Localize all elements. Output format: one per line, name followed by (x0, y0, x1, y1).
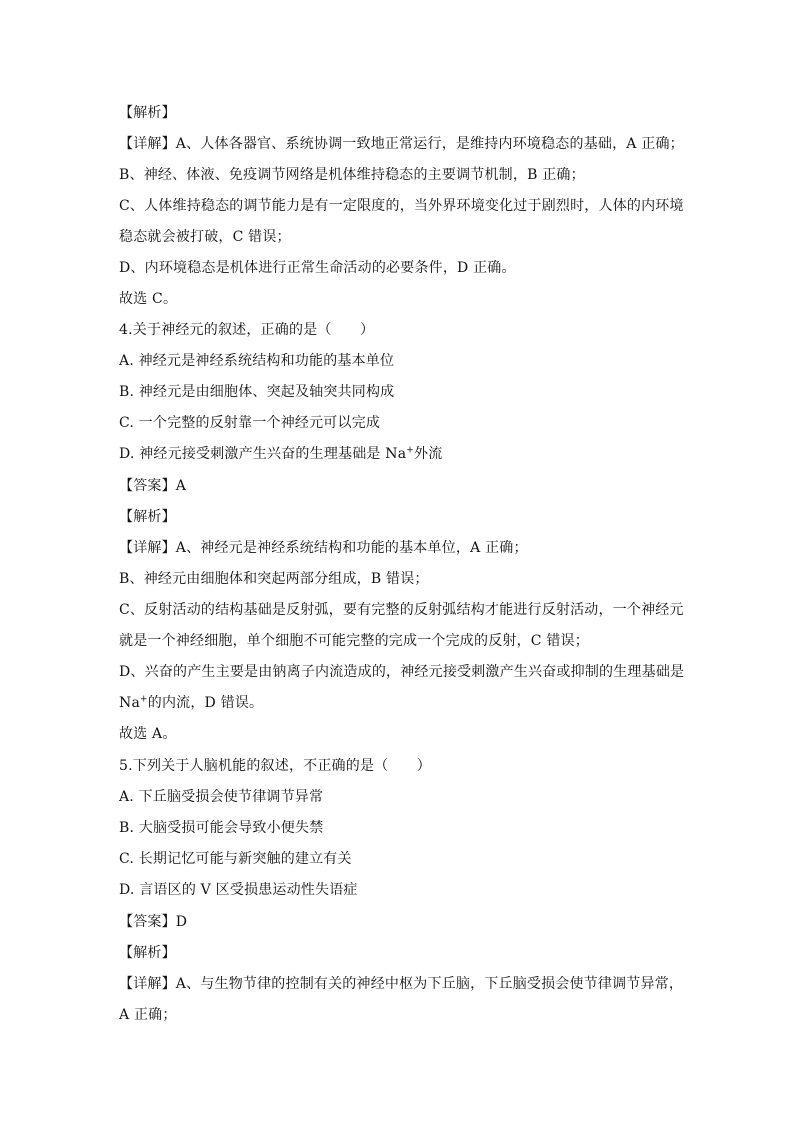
detail-paragraph: 【详解】A、与生物节律的控制有关的神经中枢为下丘脑，下丘脑受损会使节律调节异常， (119, 976, 684, 992)
question-5-option-c: C. 长期记忆可能与新突触的建立有关 (119, 851, 352, 867)
detail-paragraph: D、兴奋的产生主要是由钠离子内流造成的，神经元接受刺激产生兴奋或抑制的生理基础是 (119, 664, 685, 680)
question-4-option-a: A. 神经元是神经系统结构和功能的基本单位 (119, 353, 395, 369)
answer-choice-line: 故选 C。 (119, 291, 178, 307)
superscript-plus: + (140, 694, 148, 705)
answer-choice-line: 故选 A。 (119, 726, 177, 742)
detail-paragraph: C、人体维持稳态的调节能力是有一定限度的，当外界环境变化过于剧烈时，人体的内环境 (119, 198, 684, 214)
detail-paragraph: A 正确； (119, 1007, 177, 1023)
detail-paragraph: 【详解】A、人体各器官、系统协调一致地正常运行，是维持内环境稳态的基础，A 正确； (119, 136, 684, 152)
detail-paragraph: 稳态就会被打破，C 错误； (119, 229, 291, 245)
detail-paragraph: 就是一个神经细胞，单个细胞不可能完整的完成一个完成的反射，C 错误； (119, 633, 589, 649)
section-heading-analysis: 【解析】 (119, 105, 176, 121)
question-4-answer: 【答案】A (119, 478, 187, 494)
sodium-symbol: Na (119, 695, 140, 711)
detail-text-tail: 的内流，D 错误。 (147, 695, 264, 711)
detail-paragraph: D、内环境稳态是机体进行正常生命活动的必要条件，D 正确。 (119, 260, 516, 276)
question-5-option-a: A. 下丘脑受损会使节律调节异常 (119, 789, 324, 805)
question-5-option-d: D. 言语区的 V 区受损患运动性失语症 (119, 882, 358, 898)
section-heading-analysis: 【解析】 (119, 509, 176, 525)
detail-paragraph: C、反射活动的结构基础是反射弧，要有完整的反射弧结构才能进行反射活动，一个神经元 (119, 602, 684, 618)
question-5-stem: 5.下列关于人脑机能的叙述，不正确的是（ ） (119, 758, 431, 774)
question-4-stem: 4.关于神经元的叙述，正确的是（ ） (119, 322, 375, 338)
option-text: D. 神经元接受刺激产生兴奋的生理基础是 Na (119, 446, 407, 462)
option-text-tail: 外流 (414, 446, 443, 462)
detail-paragraph: 【详解】A、神经元是神经系统结构和功能的基本单位，A 正确； (119, 540, 528, 556)
superscript-plus: + (406, 445, 415, 456)
detail-paragraph (119, 694, 689, 712)
question-4-option-d (119, 445, 689, 463)
question-4-option-b: B. 神经元是由细胞体、突起及轴突共同构成 (119, 384, 395, 400)
question-5-answer: 【答案】D (119, 914, 188, 930)
detail-paragraph: B、神经元由细胞体和突起两部分组成，B 错误； (119, 571, 429, 587)
question-5-option-b: B. 大脑受损可能会导致小便失禁 (119, 820, 324, 836)
question-4-option-c: C. 一个完整的反射靠一个神经元可以完成 (119, 415, 381, 431)
detail-paragraph: B、神经、体液、免疫调节网络是机体维持稳态的主要调节机制，B 正确； (119, 167, 585, 183)
section-heading-analysis: 【解析】 (119, 945, 176, 961)
